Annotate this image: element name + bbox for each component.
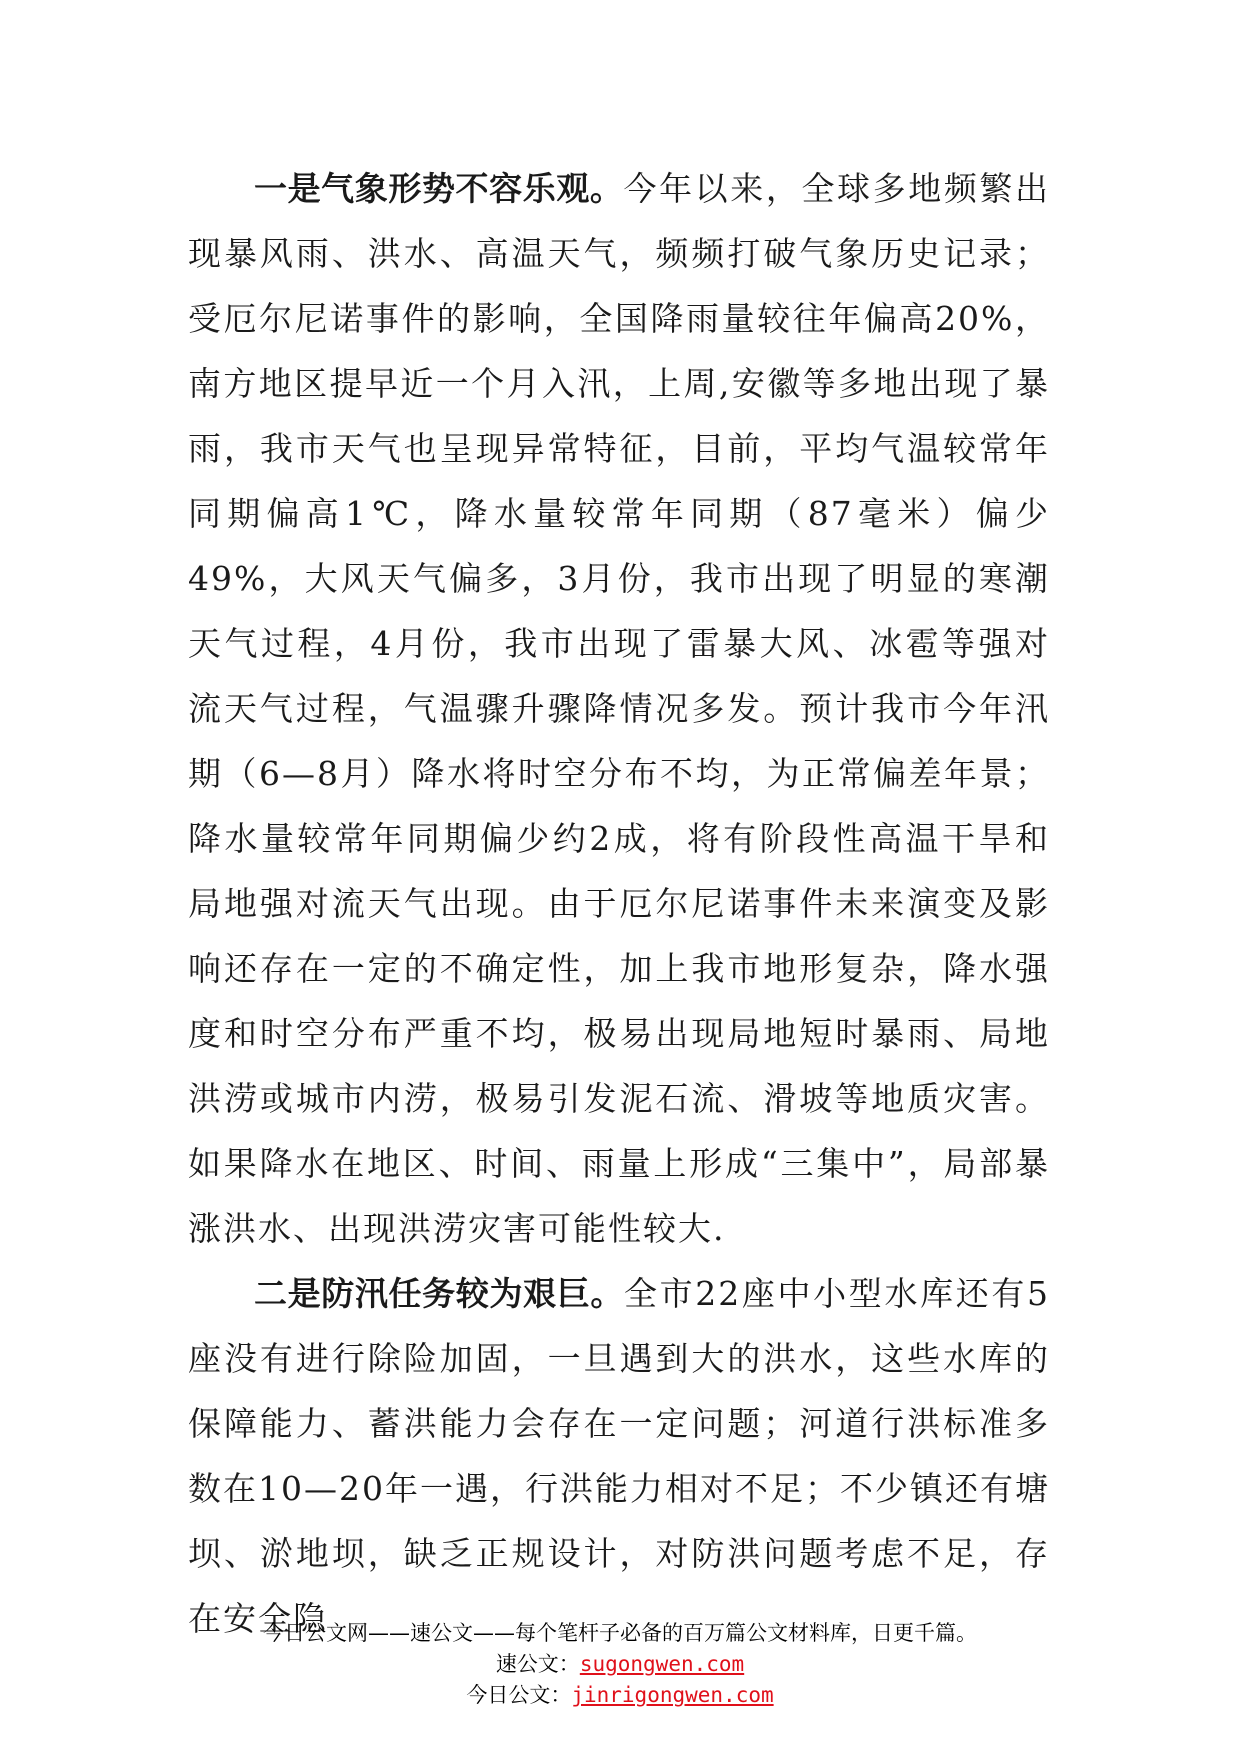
paragraph-lead-heading: 一是气象形势不容乐观。: [254, 169, 624, 208]
footer-jinrigongwen-label: 今日公文：: [466, 1683, 572, 1707]
paragraph-text: 全市22座中小型水库还有5座没有进行除险加固，一旦遇到大的洪水，这些水库的保障能力、蓄洪能力会存在一定问题；河道行洪标准多数在10—20年一遇，行洪能力相对不足；不少镇还有塘坝、淤地坝，缺乏正规设计，对防洪问题考虑不足，存在安全隐: [188, 1274, 1050, 1638]
paragraph-lead-heading: 二是防汛任务较为艰巨。: [254, 1274, 624, 1313]
document-body: [188, 156, 1050, 1651]
footer-slogan: 今日公文网——速公文——每个笔杆子必备的百万篇公文材料库，日更千篇。: [263, 1621, 977, 1645]
footer-sugongwen-label: 速公文：: [495, 1652, 580, 1676]
watermark-footer: [0, 1618, 1240, 1711]
paragraph-flood-control-tasks: [188, 1261, 1050, 1651]
sugongwen-link[interactable]: sugongwen.com: [579, 1652, 745, 1676]
paragraph-meteorological-situation: [188, 156, 1050, 1261]
paragraph-text: 今年以来，全球多地频繁出现暴风雨、洪水、高温天气，频频打破气象历史记录；受厄尔尼诺事件的影响，全国降雨量较往年偏高20%，南方地区提早近一个月入汛，上周,安徽等多地出现了暴雨，我市天气也呈现异常特征，目前，平均气温较常年同期偏高1℃，降水量较常年同期（87毫米）偏少49%，大风天气偏多，3月份，我市出现了明显的寒潮天气过程，4月份，我市出现了雷暴大风、冰雹等强对流天气过程，气温骤升骤降情况多发。预计我市今年汛期（6—8月）降水将时空分布不均，为正常偏差年景；降水量较常年同期偏少约2成，将有阶段性高温干旱和局地强对流天气出现。由于厄尔尼诺事件未来演变及影响还存在一定的不确定性，加上我市地形复杂，降水强度和时空分布严重不均，极易出现局地短时暴雨、局地洪涝或城市内涝，极易引发泥石流、滑坡等地质灾害。如果降水在地区、时间、雨量上形成“三集中”，局部暴涨洪水、出现洪涝灾害可能性较大.: [188, 169, 1051, 1248]
footer-sugongwen-row: [0, 1649, 1240, 1680]
jinrigongwen-link[interactable]: jinrigongwen.com: [571, 1683, 774, 1707]
footer-jinrigongwen-row: [0, 1680, 1240, 1711]
